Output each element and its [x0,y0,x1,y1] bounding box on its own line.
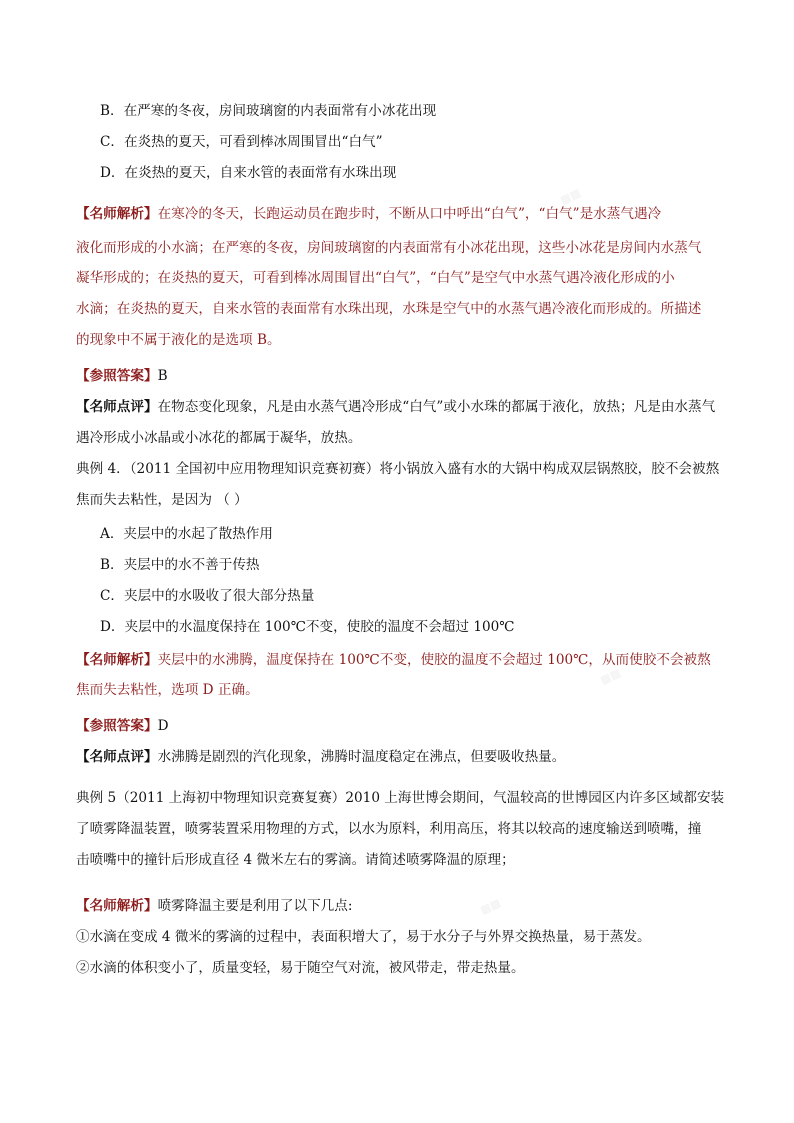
q4-option-a: A．夹层中的水起了散热作用 [100,526,273,542]
q3-option-d: D．在炎热的夏天，自来水管的表面常有水珠出现 [100,165,397,181]
q3-comment-line-2: 遇冷形成小冰晶或小冰花的都属于凝华，放热。 [76,430,362,446]
watermark: ▩▩ [558,186,583,207]
q4-comment-text: 水沸腾是剧烈的汽化现象，沸腾时温度稳定在沸点，但要吸收热量。 [157,749,566,765]
q4-answer [76,716,168,736]
q5-analysis-point-2: ②水滴的体积变小了，质量变轻，易于随空气对流，被风带走，带走热量。 [76,960,525,976]
q3-answer-value: B [157,368,168,384]
q3-comment-tag: 【名师点评】 [76,399,158,415]
q3-analysis-line-1 [76,204,661,224]
q3-analysis-line-4: 水滴；在炎热的夏天，自来水管的表面常有水珠出现，水珠是空气中的水蒸气遇冷液化而形成的。所描述 [76,301,702,317]
q3-option-c: C．在炎热的夏天，可看到棒冰周围冒出“白气” [100,134,383,150]
q3-answer [76,366,168,386]
q4-answer-tag: 【参照答案】 [76,718,158,734]
q3-analysis-text-1: 在寒冷的冬天，长跑运动员在跑步时，不断从口中呼出“白气”，“白气”是水蒸气遇冷 [157,206,662,222]
q3-analysis-line-2: 液化而形成的小水滴；在严寒的冬夜，房间玻璃窗的内表面常有小冰花出现，这些小冰花是房间内水蒸气 [76,240,702,256]
q5-question-line-3: 击喷嘴中的撞针后形成直径 4 微米左右的雾滴。请简述喷雾降温的原理； [76,852,515,868]
q5-analysis-intro [76,896,352,916]
q4-analysis-line-2: 焦而失去粘性，选项 D 正确。 [76,682,259,698]
q4-analysis-tag: 【名师解析】 [76,652,158,668]
q3-analysis-line-3: 凝华形成的；在炎热的夏天，可看到棒冰周围冒出“白气”，“白气”是空气中水蒸气遇冷液化形成的小 [76,270,675,286]
q4-analysis-text-1: 夹层中的水沸腾，温度保持在 100℃不变，使胶的温度不会超过 100℃，从而使胶不会被熬 [157,652,711,668]
watermark: ▩▩ [598,666,623,687]
q4-option-b: B．夹层中的水不善于传热 [100,557,260,573]
q5-question-line-2: 了喷雾降温装置，喷雾装置采用物理的方式，以水为原料，利用高压，将其以较高的速度输送到喷嘴，撞 [76,821,702,837]
q3-option-b: B．在严寒的冬夜，房间玻璃窗的内表面常有小冰花出现 [100,103,437,119]
q5-analysis-point-1: ①水滴在变成 4 微米的雾滴的过程中，表面积增大了，易于水分子与外界交换热量，易于蒸发。 [76,929,651,945]
watermark: ▩▩ [478,896,503,917]
q4-option-c: C．夹层中的水吸收了很大部分热量 [100,588,315,604]
q4-answer-value: D [157,718,169,734]
q4-question-line-2: 焦而失去粘性，是因为 （ ） [76,492,248,508]
q3-analysis-tag: 【名师解析】 [76,206,158,222]
q3-comment-text-1: 在物态变化现象，凡是由水蒸气遇冷形成“白气”或小水珠的都属于液化，放热；凡是由水蒸气 [157,399,716,415]
q5-analysis-tag: 【名师解析】 [76,898,158,914]
q4-option-d: D．夹层中的水温度保持在 100℃不变，使胶的温度不会超过 100℃ [100,619,515,635]
q5-question-line-1: 典例 5（2011 上海初中物理知识竞赛复赛）2010 上海世博会期间，气温较高的世博园区内许多区域都安装 [76,790,725,806]
q5-analysis-intro-text: 喷雾降温主要是利用了以下几点: [157,898,353,914]
q3-answer-tag: 【参照答案】 [76,368,158,384]
q4-question-line-1: 典例 4．（2011 全国初中应用物理知识竞赛初赛）将小锅放入盛有水的大锅中构成双层锅熬胶，胶不会被熬 [76,461,720,477]
q4-comment [76,747,565,767]
q3-comment-line-1 [76,397,715,417]
q3-analysis-line-5: 的现象中不属于液化的是选项 B。 [76,332,281,348]
q4-comment-tag: 【名师点评】 [76,749,158,765]
